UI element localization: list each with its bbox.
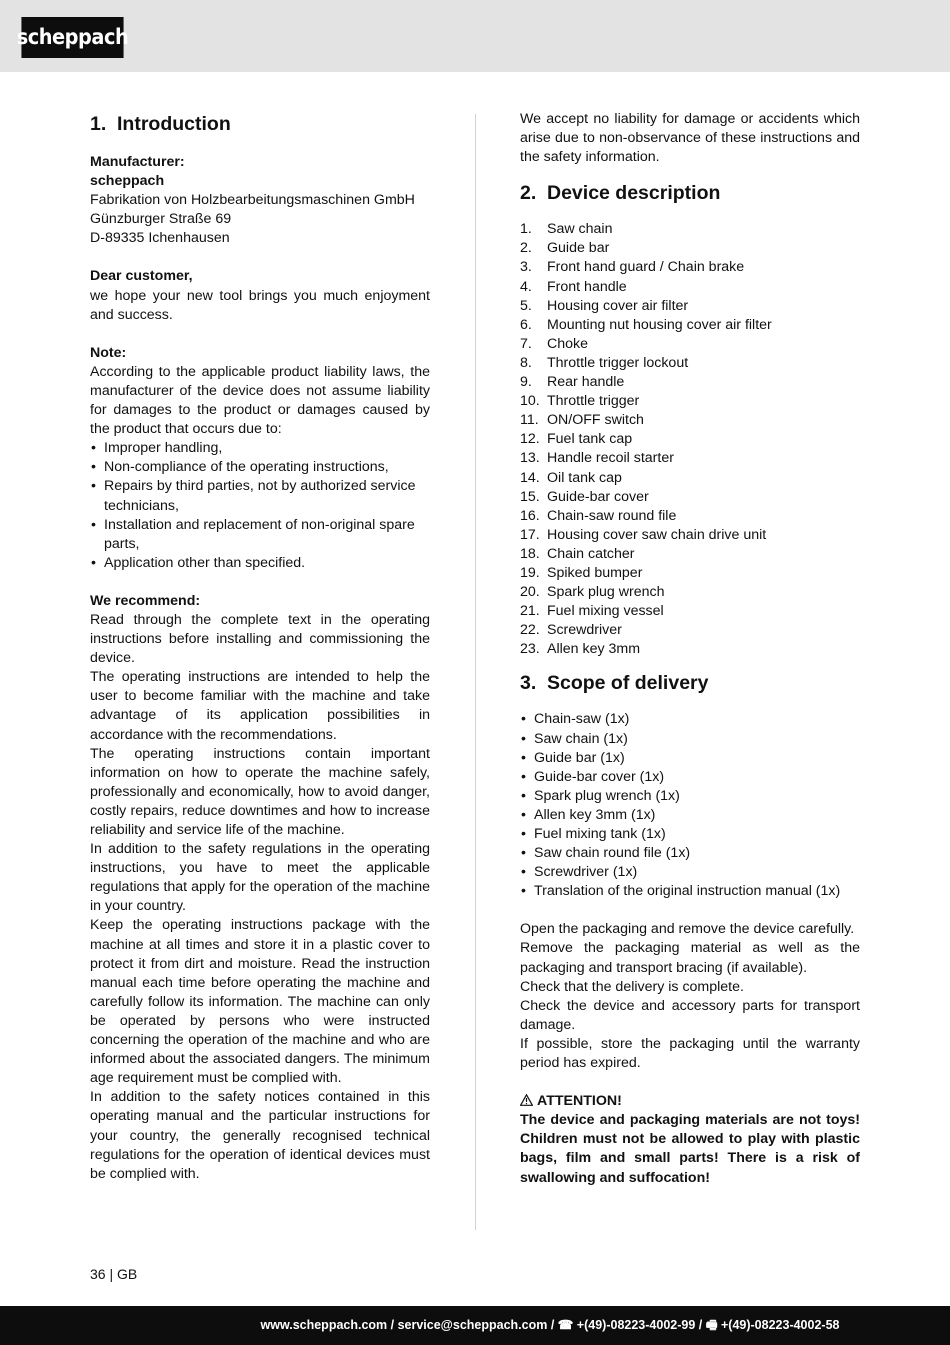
unpack-line: Open the packaging and remove the device carefully. — [520, 921, 855, 938]
device-description-heading: 2. Device description — [520, 182, 721, 205]
list-item: 12. Fuel tank cap — [520, 431, 633, 448]
list-item: • Saw chain (1x) — [520, 730, 860, 749]
list-item: • Repairs by third parties, not by authorized service technicians, — [90, 477, 430, 515]
footer-bar — [0, 1306, 950, 1345]
list-item: 11. ON/OFF switch — [520, 412, 644, 429]
list-item: • Improper handling, — [90, 439, 430, 458]
list-item: 6. Mounting nut housing cover air filter — [520, 316, 772, 333]
list-item: 15. Guide-bar cover — [520, 488, 649, 505]
list-item: 2. Guide bar — [520, 240, 610, 257]
list-item: • Guide-bar cover (1x) — [520, 768, 860, 787]
column-divider — [475, 114, 476, 1230]
unpack-line: Check that the delivery is complete. — [520, 978, 744, 995]
list-item: • Saw chain round file (1x) — [520, 844, 860, 863]
contact-info: www.scheppach.com / service@scheppach.com / ☎ +(49)-08223-4002-99 / 🖷 +(49)-08223-4002-58 — [260, 1317, 840, 1332]
note-label: Note: — [90, 344, 127, 361]
manufacturer-label: Manufacturer: — [90, 154, 185, 170]
scheppach-logo: scheppach — [21, 17, 123, 58]
scope-of-delivery-heading: 3. Scope of delivery — [520, 672, 709, 695]
attention-text: The device and packaging materials are not toys! Children must not be allowed to play with plastic bags, film and small parts! There is a risk of swallowing and suffocation! — [520, 1112, 860, 1186]
recommend-paragraph: Keep the operating instructions package with the machine at all times and store it in a plastic cover to protect it from dirt and moisture. Read the instruction manual each time before operating the machine and carefully follow its information. The machine can only be operated by persons who were instructed concerning the operation of the machine and who are informed about the associated dangers. The minimum age requirement must be complied with. — [90, 917, 430, 1087]
attention-label: ATTENTION! — [520, 1092, 860, 1111]
list-item: • Application other than specified. — [90, 554, 430, 573]
dear-customer-text: we hope your new tool brings you much enjoyment and success. — [90, 287, 430, 323]
list-item: • Screwdriver (1x) — [520, 863, 860, 882]
page-number: 36 | GB — [90, 1266, 138, 1282]
liability-text: We accept no liability for damage or accidents which arise due to non-observance of these instructions and the safety information. — [520, 111, 860, 166]
list-item: 3. Front hand guard / Chain brake — [520, 259, 745, 276]
list-item: 7. Choke — [520, 335, 589, 352]
list-item: • Translation of the original instruction manual (1x) — [520, 882, 860, 901]
list-item: • Allen key 3mm (1x) — [520, 806, 860, 825]
recommend-paragraph: In addition to the safety regulations in the operating instructions, you have to meet the applicable regulations that apply for the operation of the machine in your country. — [90, 841, 430, 915]
list-item: • Guide bar (1x) — [520, 749, 860, 768]
right-column — [520, 110, 860, 1188]
warning-triangle-icon — [520, 1092, 534, 1111]
list-item: • Fuel mixing tank (1x) — [520, 825, 860, 844]
list-item: 5. Housing cover air filter — [520, 297, 689, 314]
list-item: • Spark plug wrench (1x) — [520, 787, 860, 806]
recommend-paragraph: The operating instructions are intended to help the user to become familiar with the machine and take advantage of its application possibilities in accordance with the recommendations. — [90, 669, 430, 743]
list-item: 1. Saw chain — [520, 221, 613, 238]
unpack-line: Check the device and accessory parts for transport damage. — [520, 997, 860, 1033]
dear-customer-label: Dear customer, — [90, 268, 193, 285]
address-line: Fabrikation von Holzbearbeitungsmaschinen GmbH — [90, 192, 415, 209]
list-item: 22. Screwdriver — [520, 622, 622, 639]
list-item: 9. Rear handle — [520, 374, 625, 391]
unpack-line: If possible, store the packaging until the warranty period has expired. — [520, 1035, 860, 1072]
unpack-line: Remove the packaging material as well as the packaging and transport bracing (if available). — [520, 940, 860, 976]
list-item: 21. Fuel mixing vessel — [520, 603, 664, 620]
list-item: 19. Spiked bumper — [520, 564, 643, 581]
list-item: 10. Throttle trigger — [520, 393, 640, 410]
recommend-paragraph: In addition to the safety notices contained in this operating manual and the particular instructions for your country, the generally recognised technical regulations for the operation of identical devices must be complied with. — [90, 1089, 430, 1182]
list-item: 14. Oil tank cap — [520, 469, 622, 486]
list-item: 4. Front handle — [520, 278, 627, 295]
list-item: 18. Chain catcher — [520, 545, 635, 562]
header-band — [0, 0, 950, 72]
recommend-paragraph: The operating instructions contain important information on how to operate the machine safely, professionally and economically, how to avoid danger, costly repairs, reduce downtimes and how to increase reliability and service life of the machine. — [90, 745, 430, 838]
list-item: 13. Handle recoil starter — [520, 450, 674, 467]
list-item: • Chain-saw (1x) — [520, 710, 860, 729]
list-item: 16. Chain-saw round file — [520, 507, 677, 524]
scope-list — [520, 710, 860, 901]
list-item: • Installation and replacement of non-original spare parts, — [90, 516, 430, 554]
device-parts-list — [520, 220, 860, 659]
note-text: According to the applicable product liability laws, the manufacturer of the device does not assume liability for damages to the product or damages caused by the product that occurs due to: — [90, 363, 430, 438]
list-item: • Non-compliance of the operating instructions, — [90, 458, 430, 477]
introduction-heading: 1. Introduction — [90, 113, 231, 135]
note-bullet-list — [90, 439, 430, 573]
recommend-paragraph: Read through the complete text in the operating instructions before installing and commissioning the device. — [90, 611, 430, 667]
list-item: 17. Housing cover saw chain drive unit — [520, 526, 767, 543]
left-column — [90, 110, 430, 1184]
recommend-label: We recommend: — [90, 592, 201, 609]
address-line: Günzburger Straße 69 — [90, 211, 232, 228]
address-line: D-89335 Ichenhausen — [90, 230, 230, 247]
list-item: 23. Allen key 3mm — [520, 641, 641, 658]
list-item: 20. Spark plug wrench — [520, 584, 665, 601]
manufacturer-name: scheppach — [90, 173, 165, 190]
list-item: 8. Throttle trigger lockout — [520, 354, 689, 371]
